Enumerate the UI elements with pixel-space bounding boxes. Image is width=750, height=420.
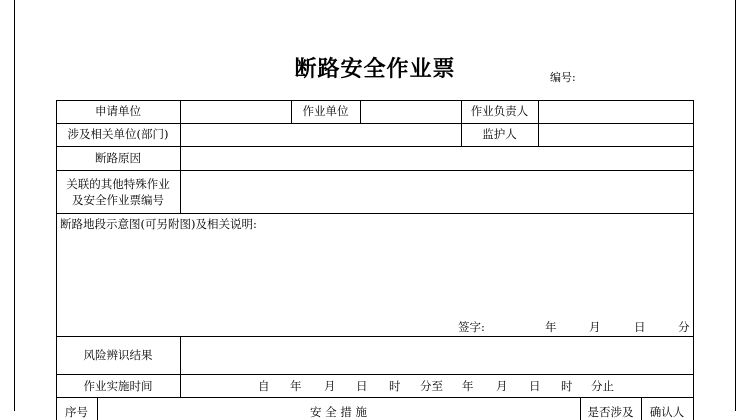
number-label: 编号: — [550, 71, 576, 84]
time-day-2: 日 — [529, 379, 541, 393]
work-leader-label: 作业负责人 — [470, 104, 529, 118]
grid-line — [56, 374, 693, 375]
time-year-2: 年 — [462, 379, 474, 393]
signature-label: 签字: — [458, 320, 485, 334]
reason-label: 断路原因 — [95, 151, 141, 165]
form-title: 断路安全作业票 — [294, 57, 456, 82]
time-from: 自 — [258, 379, 270, 393]
time-minute-end: 分止 — [591, 379, 614, 393]
time-hour-1: 时 — [389, 379, 401, 393]
measures-seq-header: 序号 — [65, 405, 88, 419]
measures-involved-header: 是否涉及 — [587, 405, 634, 419]
grid-line — [56, 397, 693, 398]
time-hour-2: 时 — [561, 379, 573, 393]
signature-year: 年 — [545, 320, 557, 334]
measures-header: 安 全 措 施 — [310, 405, 367, 419]
related-other-line1: 关联的其他特殊作业 — [66, 177, 170, 191]
work-time-label: 作业实施时间 — [83, 379, 153, 393]
grid-line — [56, 170, 693, 171]
time-minute-to: 分至 — [420, 379, 443, 393]
time-year-1: 年 — [290, 379, 302, 393]
signature-minute: 分 — [678, 320, 690, 334]
signature-day: 日 — [634, 320, 646, 334]
grid-line — [56, 213, 693, 214]
related-units-label: 涉及相关单位(部门) — [67, 127, 169, 141]
time-day-1: 日 — [356, 379, 368, 393]
applicant-unit-label: 申请单位 — [95, 104, 141, 118]
related-other-line2: 及安全作业票编号 — [72, 193, 164, 207]
grid-line — [180, 100, 181, 213]
grid-line — [56, 100, 693, 101]
grid-line — [56, 123, 693, 124]
time-month-1: 月 — [324, 379, 336, 393]
measures-confirmer-header: 确认人 — [649, 405, 685, 419]
grid-line — [56, 146, 693, 147]
grid-line — [180, 336, 181, 397]
risk-label: 风险辨识结果 — [83, 348, 153, 362]
grid-line — [56, 336, 693, 337]
work-unit-label: 作业单位 — [302, 104, 349, 118]
related-other-label — [56, 176, 180, 208]
signature-month: 月 — [589, 320, 601, 334]
time-month-2: 月 — [496, 379, 508, 393]
grid-line — [360, 100, 361, 123]
work-permit-form — [56, 100, 693, 420]
grid-line — [693, 100, 694, 420]
guardian-label: 监护人 — [482, 127, 517, 141]
grid-line — [538, 100, 539, 146]
grid-line — [56, 100, 57, 420]
diagram-note-label: 断路地段示意图(可另附图)及相关说明: — [60, 217, 257, 231]
